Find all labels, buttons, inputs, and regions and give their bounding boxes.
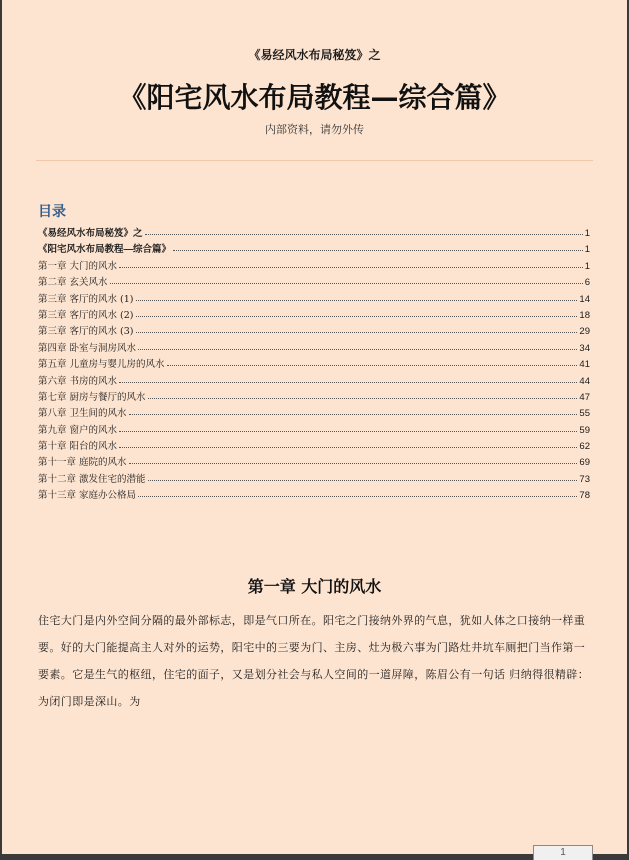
toc-entry-page: 6 xyxy=(584,277,590,289)
toc-entry-text: 第十二章 激发住宅的潜能 xyxy=(38,473,146,485)
toc-leader-dots xyxy=(119,259,583,269)
toc-leader-dots xyxy=(110,275,583,285)
subtitle: 内部资料，请勿外传 xyxy=(265,123,364,136)
toc-entry-page: 55 xyxy=(579,408,590,420)
toc-entry-page: 1 xyxy=(584,228,590,239)
toc-heading: 目录 xyxy=(38,204,66,220)
toc-leader-dots xyxy=(129,455,578,465)
toc-leader-dots xyxy=(138,341,577,351)
toc-leader-dots xyxy=(148,472,578,482)
toc-entry-text: 第七章 厨房与餐厅的风水 xyxy=(38,391,146,403)
toc-leader-dots xyxy=(138,488,577,498)
series-title: 《易经风水布局秘笈》之 xyxy=(248,48,381,62)
toc-leader-dots xyxy=(119,439,577,449)
toc-entry-page: 69 xyxy=(579,457,590,469)
toc-entry-text: 第九章 窗户的风水 xyxy=(38,424,118,436)
toc-entry[interactable] xyxy=(38,324,590,340)
toc-entry-text: 第六章 书房的风水 xyxy=(38,375,118,387)
toc-entry[interactable] xyxy=(38,390,590,406)
toc-entry-text: 第五章 儿童房与婴儿房的风水 xyxy=(38,359,165,371)
toc-leader-dots xyxy=(167,357,578,367)
toc-entry-page: 1 xyxy=(584,260,590,272)
toc-leader-dots xyxy=(136,308,578,318)
toc-entry-text: 第十一章 庭院的风水 xyxy=(38,457,127,469)
toc-entry[interactable] xyxy=(38,472,590,488)
toc-entry[interactable] xyxy=(38,308,590,324)
toc-entry-text: 第十三章 家庭办公格局 xyxy=(38,490,137,502)
toc-entry-page: 1 xyxy=(584,244,590,256)
toc-entry-text: 《易经风水布局秘笈》之 xyxy=(38,228,143,239)
toc-entry-text: 第八章 卫生间的风水 xyxy=(38,408,127,420)
chapter-heading: 第一章 大门的风水 xyxy=(247,577,382,596)
toc-entry[interactable] xyxy=(38,226,590,242)
toc-leader-dots xyxy=(173,242,583,252)
toc-entry[interactable] xyxy=(38,259,590,275)
page-number-indicator[interactable]: 1 xyxy=(533,845,593,860)
toc-entry[interactable] xyxy=(38,374,590,390)
title-divider xyxy=(36,160,593,161)
toc-entry-page: 73 xyxy=(579,473,590,485)
toc-entry-text: 第二章 玄关风水 xyxy=(38,277,108,289)
main-title: 《阳宅风水布局教程—综合篇》 xyxy=(118,81,511,114)
toc-leader-dots xyxy=(136,324,578,334)
toc-entry[interactable] xyxy=(38,275,590,291)
toc-entry[interactable] xyxy=(38,455,590,471)
toc-leader-dots xyxy=(119,423,577,433)
toc-entry-text: 第三章 客厅的风水 (2) xyxy=(38,309,134,321)
toc-entry-page: 14 xyxy=(579,293,590,305)
toc-entry-text: 第十章 阳台的风水 xyxy=(38,441,118,453)
toc-entry-page: 44 xyxy=(579,375,590,387)
table-of-contents xyxy=(38,226,590,505)
toc-leader-dots xyxy=(129,406,578,416)
toc-entry-text: 第三章 客厅的风水 (3) xyxy=(38,326,134,338)
toc-entry-page: 78 xyxy=(579,490,590,502)
toc-entry-page: 29 xyxy=(579,326,590,338)
toc-leader-dots xyxy=(148,390,578,400)
toc-entry[interactable] xyxy=(38,406,590,422)
toc-entry-page: 34 xyxy=(579,342,590,354)
toc-entry[interactable] xyxy=(38,242,590,258)
toc-entry-page: 62 xyxy=(579,441,590,453)
body-paragraph: 住宅大门是内外空间分隔的最外部标志，即是气口所在。阳宅之门接纳外界的气息，犹如人体之口接纳一样重要。好的大门能提高主人对外的运势，阳宅中的三要为门、主房、灶为极六事为门路灶井坑车厕把门当作第一要素。它是生气的枢纽，住宅的面子，又是划分社会与私人空间的一道屏障，陈眉公有一句话 归纳得很精辟：为闭门即是深山。为 xyxy=(38,614,590,708)
toc-entry-text: 《阳宅风水布局教程—综合篇》 xyxy=(38,244,172,256)
toc-entry-page: 47 xyxy=(579,391,590,403)
toc-entry[interactable] xyxy=(38,439,590,455)
toc-entry-text: 第四章 卧室与洞房风水 xyxy=(38,342,137,354)
toc-leader-dots xyxy=(119,374,577,384)
toc-entry[interactable] xyxy=(38,423,590,439)
toc-leader-dots xyxy=(136,292,578,302)
toc-leader-dots xyxy=(145,226,583,236)
toc-entry[interactable] xyxy=(38,341,590,357)
toc-entry-page: 41 xyxy=(579,359,590,371)
toc-entry[interactable] xyxy=(38,292,590,308)
toc-entry-text: 第三章 客厅的风水 (1) xyxy=(38,293,134,305)
toc-entry-page: 59 xyxy=(579,424,590,436)
toc-entry[interactable] xyxy=(38,357,590,373)
toc-entry-page: 18 xyxy=(579,309,590,321)
toc-entry-text: 第一章 大门的风水 xyxy=(38,260,118,272)
toc-entry[interactable] xyxy=(38,488,590,504)
